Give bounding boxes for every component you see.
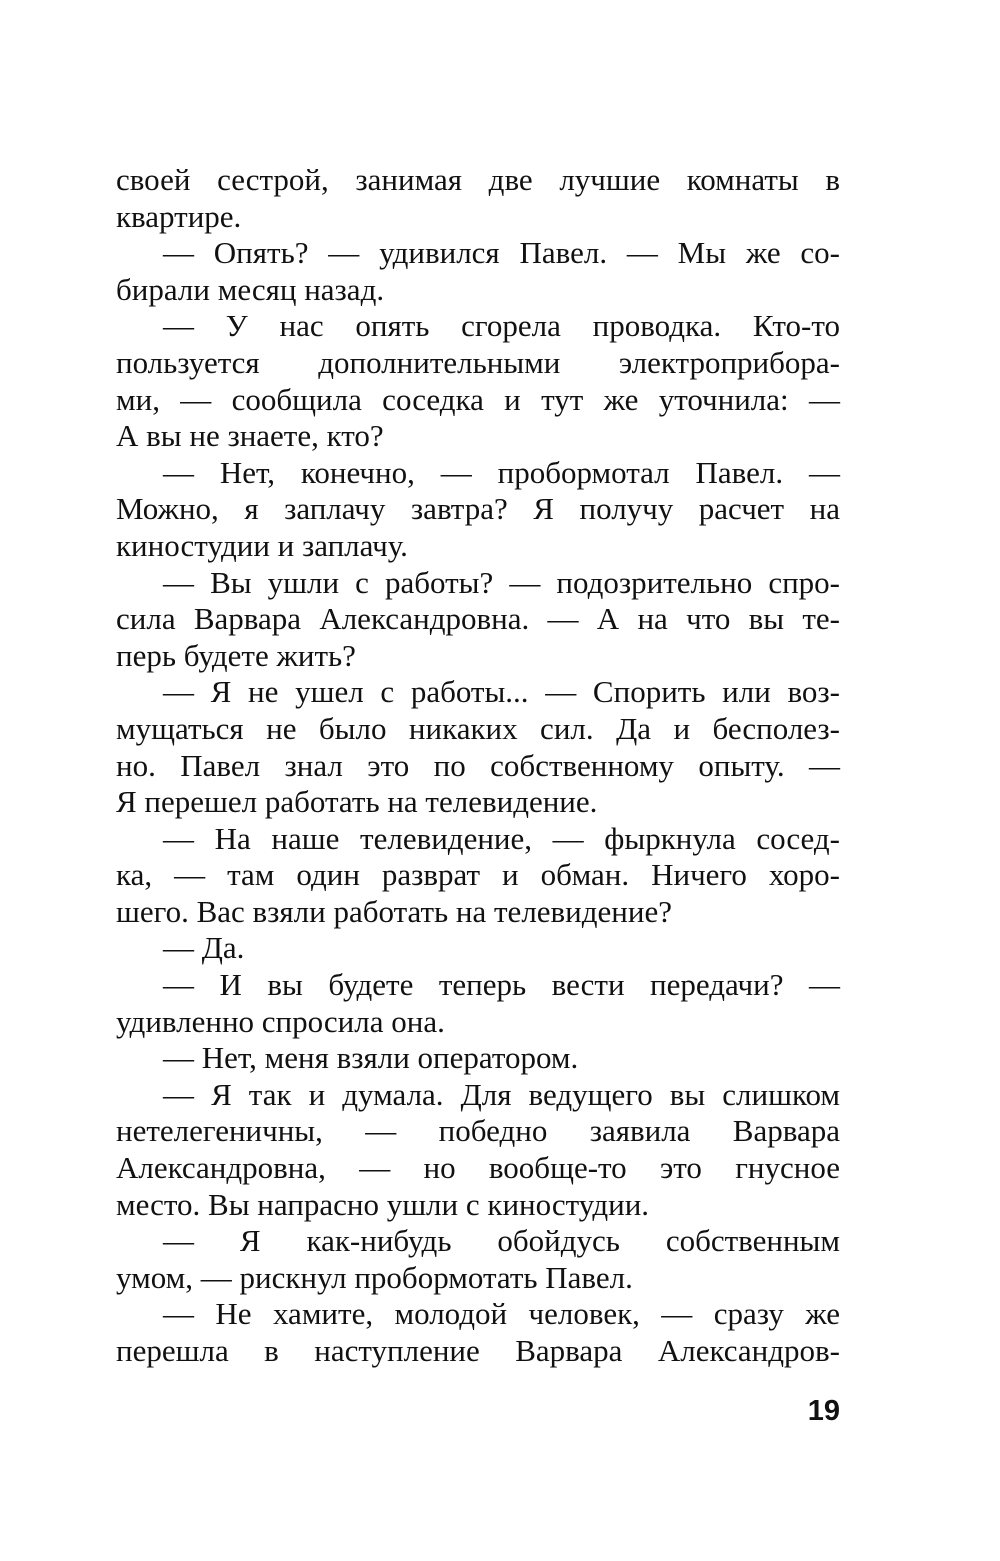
text-line: — Я так и думала. Для ведущего вы слишком <box>163 1076 840 1112</box>
text-line: — Нет, конечно, — пробормотал Павел. — <box>163 454 840 490</box>
text-line: нетелегеничны, — победно заявила Варвара <box>116 1113 840 1149</box>
text-line: квартире. <box>116 198 242 234</box>
text-line: мущаться не было никаких сил. Да и бесполез- <box>116 710 840 746</box>
text-line: место. Вы напрасно ушли с киностудии. <box>116 1186 650 1222</box>
text-line: бирали месяц назад. <box>116 271 385 307</box>
text-line: — Я как-нибудь обойдусь собственным <box>163 1223 840 1259</box>
text-line: Я перешел работать на телевидение. <box>116 784 598 820</box>
text-line: — И вы будете теперь вести передачи? — <box>163 967 840 1003</box>
text-line: — На наше телевидение, — фыркнула сосед- <box>163 820 840 856</box>
text-line: сила Варвара Александровна. — А на что вы те- <box>116 601 840 637</box>
text-line: — Я не ушел с работы... — Спорить или воз- <box>163 674 840 710</box>
text-line: перешла в наступление Варвара Александров- <box>116 1333 840 1368</box>
text-line: А вы не знаете, кто? <box>116 418 384 454</box>
text-line: удивленно спросила она. <box>116 1003 445 1039</box>
text-line: пользуется дополнительными электроприбора- <box>116 344 840 380</box>
text-line: своей сестрой, занимая две лучшие комнаты в <box>116 162 840 197</box>
text-line: ка, — там один разврат и обман. Ничего хоро- <box>116 857 840 893</box>
text-line: Александровна, — но вообще-то это гнусное <box>116 1150 840 1186</box>
text-line: — Нет, меня взяли оператором. <box>163 1040 579 1076</box>
text-line: умом, — рискнул пробормотать Павел. <box>116 1259 633 1295</box>
text-line: ми, — сообщила соседка и тут же уточнила: — <box>116 381 840 417</box>
page-number: 19 <box>807 1395 840 1427</box>
text-line: — Не хамите, молодой человек, — сразу же <box>163 1296 840 1332</box>
text-line: перь будете жить? <box>116 637 356 673</box>
text-line: — Опять? — удивился Павел. — Мы же со- <box>163 235 840 271</box>
text-line: — У нас опять сгорела проводка. Кто-то <box>163 308 840 344</box>
text-line: киностудии и заплачу. <box>116 527 408 563</box>
text-line: — Вы ушли с работы? — подозрительно спро- <box>163 564 840 600</box>
text-line: но. Павел знал это по собственному опыту. — <box>116 747 840 783</box>
text-line: — Да. <box>163 930 245 966</box>
text-line: Можно, я заплачу завтра? Я получу расчет на <box>116 491 840 527</box>
text-line: шего. Вас взяли работать на телевидение? <box>116 893 673 929</box>
page-body-text <box>116 162 840 1370</box>
